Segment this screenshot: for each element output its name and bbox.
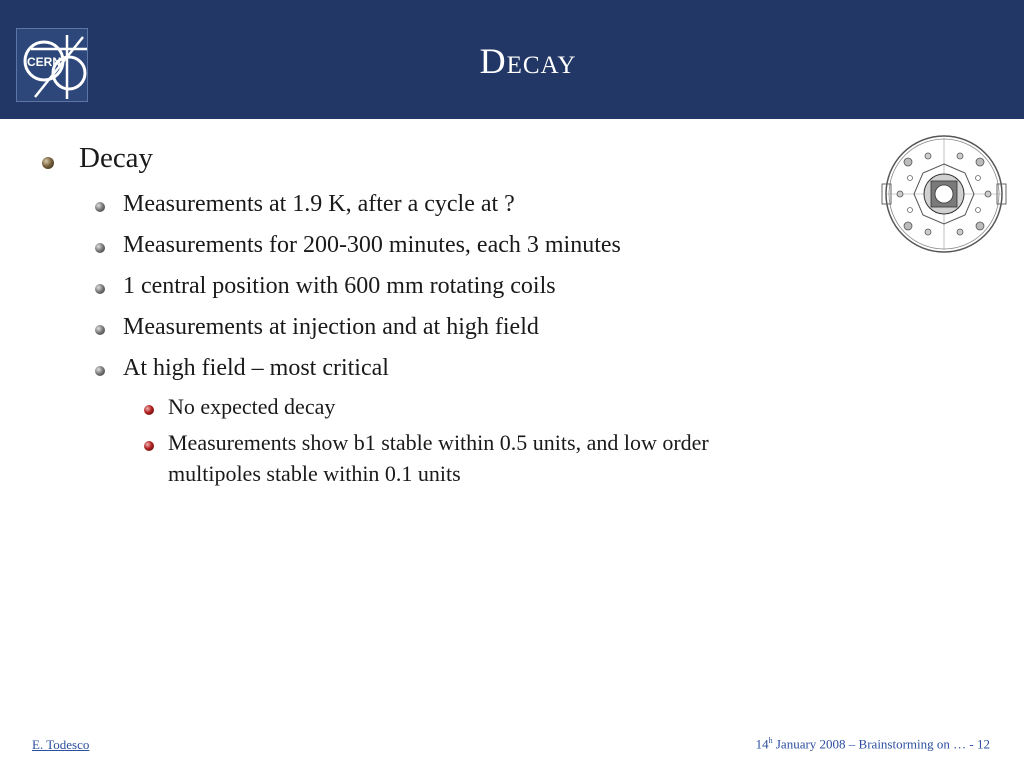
bullet-text-level3: Measurements show b1 stable within 0.5 units, and low order	[168, 430, 709, 455]
header-bar	[0, 0, 1024, 119]
bullet-text-level2: Measurements for 200-300 minutes, each 3 minutes	[123, 232, 621, 258]
footer-date-day: 14	[755, 736, 769, 752]
bullet-text-level2: 1 central position with 600 mm rotating coils	[123, 273, 556, 299]
cern-logo	[16, 28, 88, 102]
bullet-text-level2: At high field – most critical	[123, 355, 389, 381]
footer-date-info	[756, 736, 990, 752]
bullet-text-level3-continuation: multipoles stable within 0.1 units	[168, 461, 461, 486]
logo-text: CERN	[26, 55, 62, 69]
bullet-level2	[95, 202, 105, 212]
bullet-level2	[95, 284, 105, 294]
bullet-level2	[95, 243, 105, 253]
bullet-level3	[144, 441, 154, 451]
bullet-text-level3: No expected decay	[168, 394, 336, 419]
bullet-level1	[42, 157, 54, 169]
magnet-cross-section-image	[880, 134, 1008, 254]
footer-author-link[interactable]: E. Todesco	[32, 737, 90, 752]
bullet-level3	[144, 405, 154, 415]
footer-date-superscript: h	[768, 736, 773, 745]
bullet-level2	[95, 325, 105, 335]
slide-title: Decay	[479, 41, 577, 81]
footer-date-rest: January 2008 – Brainstorming on … - 12	[772, 736, 990, 752]
bullet-level2	[95, 366, 105, 376]
bullet-text-level2: Measurements at 1.9 K, after a cycle at ?	[123, 191, 515, 217]
bullet-text-level2: Measurements at injection and at high field	[123, 314, 539, 340]
bullet-text-level1: Decay	[79, 142, 154, 174]
